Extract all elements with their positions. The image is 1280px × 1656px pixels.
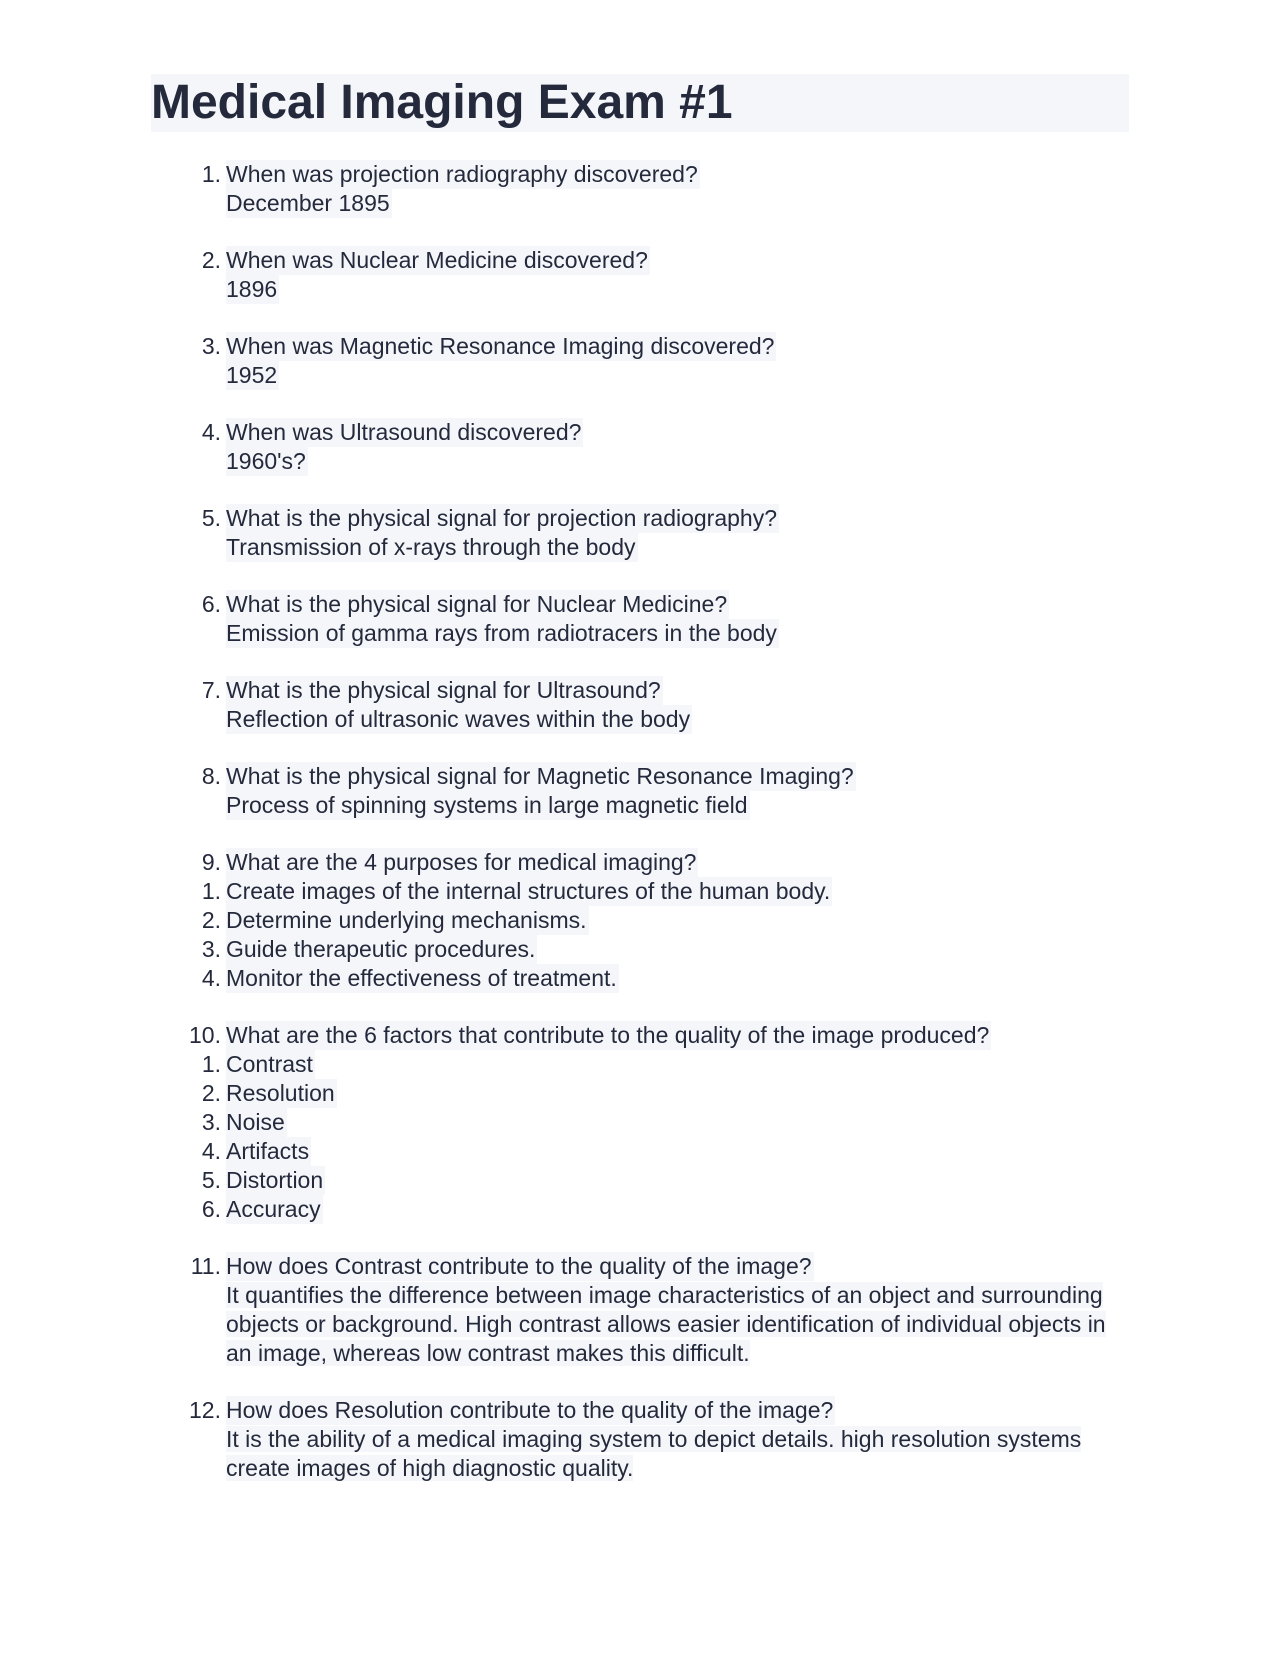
answer-text: Process of spinning systems in large magnetic field	[226, 792, 748, 818]
sub-list-item	[0, 1050, 1280, 1079]
qa-item	[0, 504, 1280, 562]
sub-list-item	[0, 1195, 1280, 1224]
sub-item-text: Distortion	[226, 1167, 324, 1193]
question-number: 9.	[201, 849, 221, 875]
question-text: When was projection radiography discovered?	[226, 161, 698, 187]
qa-item	[0, 418, 1280, 476]
sub-list-item	[0, 964, 1280, 993]
question-text: What is the physical signal for Nuclear Medicine?	[226, 591, 728, 617]
question-text: What are the 4 purposes for medical imaging?	[226, 849, 697, 875]
question-text: What is the physical signal for Magnetic Resonance Imaging?	[226, 763, 854, 789]
question-text: When was Magnetic Resonance Imaging discovered?	[226, 333, 775, 359]
sub-item-number: 1.	[201, 1051, 221, 1077]
qa-item	[0, 332, 1280, 390]
answer-text: Reflection of ultrasonic waves within the body	[226, 706, 691, 732]
sub-item-number: 3.	[201, 1109, 221, 1135]
sub-item-number: 3.	[201, 936, 221, 962]
question-number: 11.	[190, 1253, 221, 1279]
sub-item-number: 2.	[201, 1080, 221, 1106]
qa-item	[0, 1021, 1280, 1224]
sub-item-text: Monitor the effectiveness of treatment.	[226, 965, 617, 991]
sub-item-text: Determine underlying mechanisms.	[226, 907, 587, 933]
sub-list-item	[0, 1137, 1280, 1166]
qa-item	[0, 246, 1280, 304]
qa-item	[0, 160, 1280, 218]
question-text: What is the physical signal for projection radiography?	[226, 505, 778, 531]
answer-text: It quantifies the difference between image characteristics of an object and surrounding objects or background. High contrast allows easier identification of individual objects in an image, whereas low contrast makes this difficult.	[226, 1282, 1106, 1366]
answer-text: Transmission of x-rays through the body	[226, 534, 636, 560]
sub-item-text: Accuracy	[226, 1196, 321, 1222]
answer-text: It is the ability of a medical imaging system to depict details. high resolution systems create images of high diagnostic quality.	[226, 1426, 1082, 1481]
sub-item-number: 2.	[201, 907, 221, 933]
question-number: 3.	[201, 333, 221, 359]
answer-text: 1960's?	[226, 448, 306, 474]
sub-item-number: 1.	[201, 878, 221, 904]
sub-list-item	[0, 935, 1280, 964]
answer-text: December 1895	[226, 190, 390, 216]
question-number: 7.	[201, 677, 221, 703]
qa-item	[0, 676, 1280, 734]
question-text: When was Nuclear Medicine discovered?	[226, 247, 648, 273]
qa-item	[0, 1252, 1280, 1368]
sub-list-item	[0, 877, 1280, 906]
page-title: Medical Imaging Exam #1	[151, 74, 1129, 132]
question-number: 6.	[201, 591, 221, 617]
sub-item-text: Artifacts	[226, 1138, 310, 1164]
question-number: 8.	[201, 763, 221, 789]
question-number: 5.	[201, 505, 221, 531]
question-text: How does Resolution contribute to the quality of the image?	[226, 1397, 834, 1423]
qa-list	[0, 160, 1280, 1511]
sub-item-number: 5.	[201, 1167, 221, 1193]
answer-text: Emission of gamma rays from radiotracers in the body	[226, 620, 777, 646]
qa-item	[0, 762, 1280, 820]
question-number: 2.	[201, 247, 221, 273]
sub-item-number: 4.	[201, 965, 221, 991]
sub-item-number: 4.	[201, 1138, 221, 1164]
question-text: When was Ultrasound discovered?	[226, 419, 582, 445]
question-text: What are the 6 factors that contribute to the quality of the image produced?	[226, 1022, 990, 1048]
answer-text: 1952	[226, 362, 278, 388]
sub-list-item	[0, 906, 1280, 935]
question-number: 1.	[201, 161, 221, 187]
question-number: 10.	[189, 1022, 221, 1048]
sub-item-text: Resolution	[226, 1080, 335, 1106]
sub-list-item	[0, 1079, 1280, 1108]
sub-item-text: Guide therapeutic procedures.	[226, 936, 536, 962]
sub-item-text: Noise	[226, 1109, 285, 1135]
question-number: 4.	[201, 419, 221, 445]
sub-item-text: Contrast	[226, 1051, 313, 1077]
sub-item-number: 6.	[201, 1196, 221, 1222]
answer-text: 1896	[226, 276, 278, 302]
question-text: How does Contrast contribute to the quality of the image?	[226, 1253, 812, 1279]
sub-list-item	[0, 1166, 1280, 1195]
qa-item	[0, 848, 1280, 993]
qa-item	[0, 590, 1280, 648]
sub-list-item	[0, 1108, 1280, 1137]
sub-item-text: Create images of the internal structures of the human body.	[226, 878, 831, 904]
question-text: What is the physical signal for Ultrasound?	[226, 677, 661, 703]
qa-item	[0, 1396, 1280, 1483]
question-number: 12.	[189, 1397, 221, 1423]
